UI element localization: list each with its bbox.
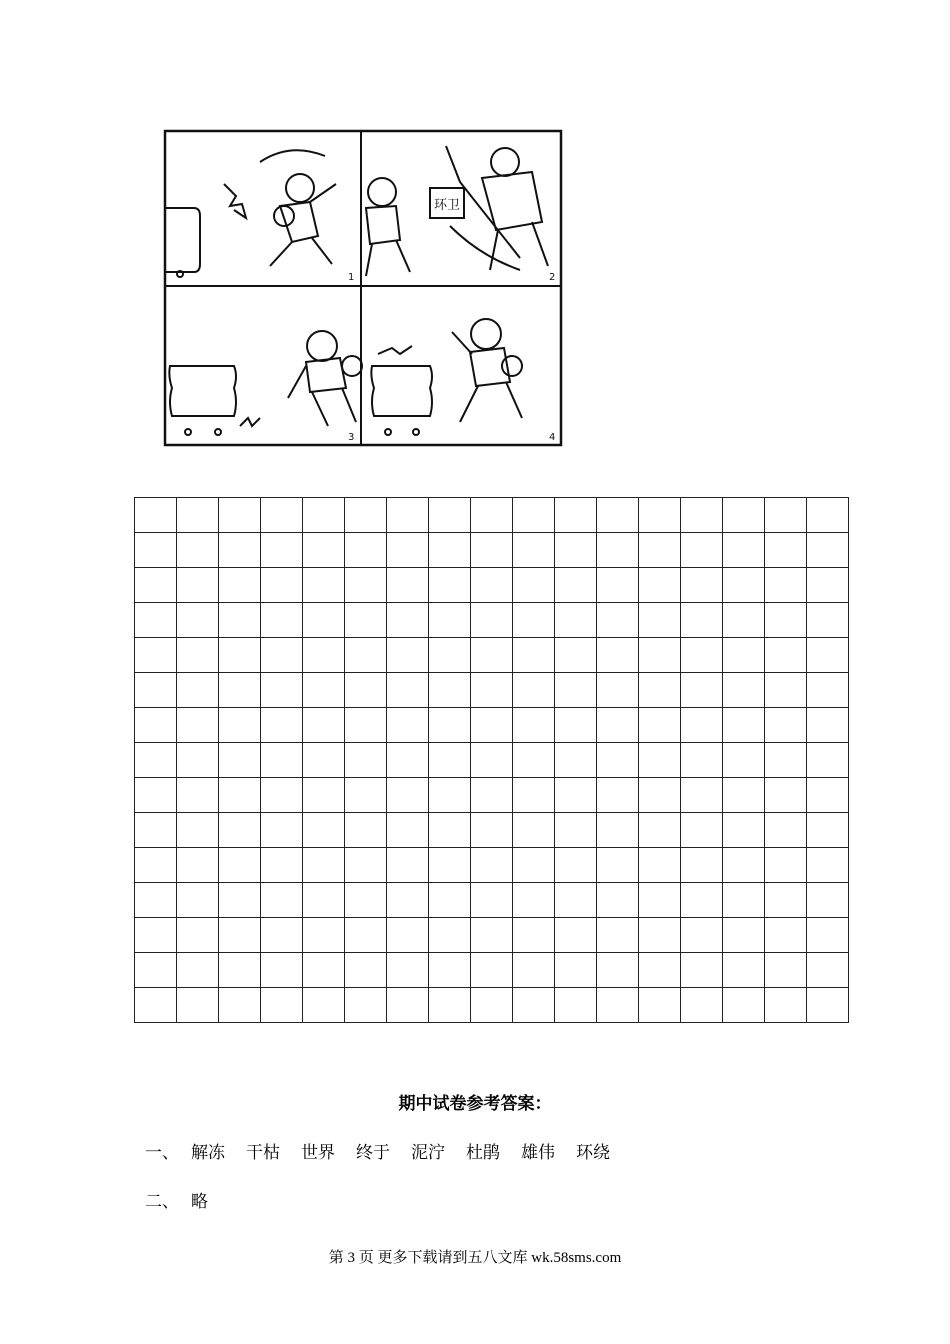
grid-cell bbox=[219, 918, 261, 953]
grid-cell bbox=[807, 638, 849, 673]
grid-cell bbox=[555, 813, 597, 848]
grid-cell bbox=[177, 813, 219, 848]
grid-cell bbox=[177, 673, 219, 708]
grid-cell bbox=[555, 953, 597, 988]
grid-cell bbox=[597, 603, 639, 638]
grid-cell bbox=[513, 813, 555, 848]
grid-cell bbox=[513, 638, 555, 673]
grid-cell bbox=[471, 848, 513, 883]
grid-cell bbox=[807, 743, 849, 778]
grid-cell bbox=[387, 498, 429, 533]
grid-cell bbox=[639, 708, 681, 743]
grid-cell bbox=[345, 708, 387, 743]
grid-row bbox=[135, 743, 849, 778]
grid-cell bbox=[177, 988, 219, 1023]
grid-cell bbox=[723, 988, 765, 1023]
grid-cell bbox=[303, 568, 345, 603]
grid-cell bbox=[681, 498, 723, 533]
grid-cell bbox=[639, 638, 681, 673]
grid-cell bbox=[345, 568, 387, 603]
grid-cell bbox=[261, 638, 303, 673]
grid-cell bbox=[639, 533, 681, 568]
grid-cell bbox=[303, 848, 345, 883]
grid-cell bbox=[471, 883, 513, 918]
grid-cell bbox=[387, 813, 429, 848]
grid-cell bbox=[681, 638, 723, 673]
grid-cell bbox=[513, 778, 555, 813]
grid-cell bbox=[639, 848, 681, 883]
grid-cell bbox=[261, 498, 303, 533]
grid-cell bbox=[135, 708, 177, 743]
grid-cell bbox=[429, 883, 471, 918]
grid-cell bbox=[387, 883, 429, 918]
answer-word: 世界 bbox=[301, 1143, 335, 1163]
grid-cell bbox=[303, 638, 345, 673]
grid-cell bbox=[765, 813, 807, 848]
grid-cell bbox=[261, 848, 303, 883]
grid-cell bbox=[135, 638, 177, 673]
grid-cell bbox=[429, 918, 471, 953]
grid-cell bbox=[681, 988, 723, 1023]
grid-cell bbox=[597, 568, 639, 603]
grid-cell bbox=[513, 603, 555, 638]
grid-cell bbox=[807, 708, 849, 743]
grid-cell bbox=[177, 498, 219, 533]
grid-cell bbox=[597, 743, 639, 778]
grid-cell bbox=[345, 638, 387, 673]
grid-cell bbox=[135, 988, 177, 1023]
grid-cell bbox=[345, 743, 387, 778]
grid-cell bbox=[471, 988, 513, 1023]
grid-cell bbox=[177, 848, 219, 883]
grid-cell bbox=[597, 953, 639, 988]
grid-cell bbox=[513, 498, 555, 533]
grid-cell bbox=[513, 848, 555, 883]
grid-cell bbox=[681, 708, 723, 743]
grid-cell bbox=[765, 603, 807, 638]
grid-cell bbox=[723, 778, 765, 813]
grid-cell bbox=[429, 743, 471, 778]
grid-cell bbox=[135, 568, 177, 603]
grid-cell bbox=[219, 603, 261, 638]
grid-cell bbox=[219, 498, 261, 533]
answer-line-2 bbox=[145, 1187, 208, 1212]
grid-cell bbox=[765, 568, 807, 603]
grid-cell bbox=[723, 638, 765, 673]
grid-cell bbox=[429, 638, 471, 673]
grid-cell bbox=[429, 603, 471, 638]
answer-word: 干枯 bbox=[246, 1143, 280, 1163]
grid-cell bbox=[555, 708, 597, 743]
grid-row bbox=[135, 848, 849, 883]
grid-cell bbox=[219, 883, 261, 918]
grid-cell bbox=[597, 988, 639, 1023]
panel-number-2: 2 bbox=[549, 272, 556, 283]
grid-cell bbox=[177, 778, 219, 813]
grid-cell bbox=[765, 708, 807, 743]
grid-cell bbox=[681, 883, 723, 918]
grid-row bbox=[135, 673, 849, 708]
grid-cell bbox=[555, 988, 597, 1023]
grid-cell bbox=[429, 568, 471, 603]
grid-cell bbox=[429, 673, 471, 708]
grid-cell bbox=[723, 883, 765, 918]
grid-cell bbox=[429, 848, 471, 883]
grid-cell bbox=[807, 918, 849, 953]
grid-cell bbox=[345, 778, 387, 813]
grid-cell bbox=[303, 953, 345, 988]
grid-cell bbox=[261, 708, 303, 743]
grid-cell bbox=[765, 743, 807, 778]
grid-cell bbox=[555, 778, 597, 813]
answer-word: 泥泞 bbox=[411, 1143, 445, 1163]
panel-number-1: 1 bbox=[348, 272, 355, 283]
grid-row bbox=[135, 918, 849, 953]
grid-cell bbox=[177, 918, 219, 953]
grid-cell bbox=[639, 778, 681, 813]
grid-cell bbox=[303, 603, 345, 638]
grid-cell bbox=[303, 708, 345, 743]
grid-cell bbox=[135, 498, 177, 533]
grid-cell bbox=[471, 638, 513, 673]
grid-cell bbox=[303, 673, 345, 708]
grid-cell bbox=[471, 708, 513, 743]
sanitation-sign-text: 环卫 bbox=[434, 198, 461, 213]
grid-row bbox=[135, 778, 849, 813]
grid-cell bbox=[807, 778, 849, 813]
grid-cell bbox=[639, 988, 681, 1023]
grid-cell bbox=[345, 953, 387, 988]
grid-cell bbox=[219, 953, 261, 988]
grid-cell bbox=[807, 533, 849, 568]
grid-cell bbox=[639, 673, 681, 708]
grid-cell bbox=[555, 533, 597, 568]
grid-cell bbox=[345, 988, 387, 1023]
grid-cell bbox=[387, 533, 429, 568]
grid-cell bbox=[597, 708, 639, 743]
grid-cell bbox=[765, 533, 807, 568]
grid-cell bbox=[135, 883, 177, 918]
grid-cell bbox=[681, 568, 723, 603]
grid-row bbox=[135, 603, 849, 638]
grid-cell bbox=[723, 498, 765, 533]
grid-cell bbox=[597, 918, 639, 953]
grid-cell bbox=[471, 568, 513, 603]
grid-cell bbox=[639, 568, 681, 603]
grid-cell bbox=[471, 813, 513, 848]
page-footer: 第 3 页 更多下载请到五八文库 wk.58sms.com bbox=[328, 1250, 622, 1266]
grid-cell bbox=[219, 533, 261, 568]
grid-cell bbox=[261, 953, 303, 988]
grid-cell bbox=[345, 673, 387, 708]
answer-word: 杜鹃 bbox=[466, 1143, 500, 1163]
grid-cell bbox=[345, 533, 387, 568]
grid-cell bbox=[639, 813, 681, 848]
grid-cell bbox=[345, 918, 387, 953]
grid-cell bbox=[597, 848, 639, 883]
grid-cell bbox=[261, 778, 303, 813]
grid-cell bbox=[723, 603, 765, 638]
grid-cell bbox=[261, 743, 303, 778]
grid-cell bbox=[723, 743, 765, 778]
grid-row bbox=[135, 953, 849, 988]
answer-key-title: 期中试卷参考答案： bbox=[398, 1094, 552, 1114]
grid-cell bbox=[765, 848, 807, 883]
grid-cell bbox=[387, 673, 429, 708]
grid-cell bbox=[135, 918, 177, 953]
grid-cell bbox=[471, 673, 513, 708]
grid-row bbox=[135, 708, 849, 743]
grid-cell bbox=[261, 883, 303, 918]
grid-cell bbox=[219, 988, 261, 1023]
grid-cell bbox=[261, 918, 303, 953]
comic-panel-4 bbox=[371, 319, 522, 435]
grid-cell bbox=[681, 743, 723, 778]
grid-cell bbox=[219, 638, 261, 673]
grid-cell bbox=[555, 603, 597, 638]
grid-cell bbox=[513, 883, 555, 918]
grid-row bbox=[135, 813, 849, 848]
grid-cell bbox=[723, 708, 765, 743]
grid-cell bbox=[177, 638, 219, 673]
grid-cell bbox=[765, 883, 807, 918]
grid-cell bbox=[177, 708, 219, 743]
grid-cell bbox=[639, 953, 681, 988]
grid-cell bbox=[261, 988, 303, 1023]
grid-cell bbox=[177, 743, 219, 778]
grid-cell bbox=[135, 533, 177, 568]
grid-cell bbox=[429, 988, 471, 1023]
grid-cell bbox=[387, 918, 429, 953]
grid-row bbox=[135, 988, 849, 1023]
grid-cell bbox=[513, 673, 555, 708]
grid-row bbox=[135, 883, 849, 918]
answer-words bbox=[191, 1138, 631, 1163]
grid-cell bbox=[219, 708, 261, 743]
grid-cell bbox=[387, 953, 429, 988]
grid-cell bbox=[807, 953, 849, 988]
grid-cell bbox=[555, 848, 597, 883]
grid-cell bbox=[681, 848, 723, 883]
grid-cell bbox=[135, 603, 177, 638]
grid-cell bbox=[597, 778, 639, 813]
grid-cell bbox=[723, 533, 765, 568]
grid-cell bbox=[639, 883, 681, 918]
grid-cell bbox=[639, 498, 681, 533]
grid-cell bbox=[723, 848, 765, 883]
grid-cell bbox=[177, 953, 219, 988]
grid-cell bbox=[681, 953, 723, 988]
grid-cell bbox=[219, 848, 261, 883]
grid-cell bbox=[177, 568, 219, 603]
grid-cell bbox=[597, 673, 639, 708]
grid-cell bbox=[513, 708, 555, 743]
grid-cell bbox=[261, 813, 303, 848]
grid-cell bbox=[345, 603, 387, 638]
grid-cell bbox=[555, 918, 597, 953]
grid-cell bbox=[303, 813, 345, 848]
answer-word: 环绕 bbox=[576, 1143, 610, 1163]
grid-row bbox=[135, 568, 849, 603]
grid-cell bbox=[765, 638, 807, 673]
grid-cell bbox=[555, 498, 597, 533]
question-number-2: 二、 bbox=[145, 1192, 179, 1212]
grid-cell bbox=[177, 603, 219, 638]
grid-cell bbox=[345, 883, 387, 918]
grid-cell bbox=[303, 743, 345, 778]
grid-cell bbox=[261, 568, 303, 603]
grid-cell bbox=[639, 603, 681, 638]
grid-cell bbox=[807, 988, 849, 1023]
grid-cell bbox=[513, 918, 555, 953]
grid-cell bbox=[135, 778, 177, 813]
grid-cell bbox=[639, 918, 681, 953]
grid-cell bbox=[429, 813, 471, 848]
grid-cell bbox=[513, 953, 555, 988]
grid-cell bbox=[303, 778, 345, 813]
grid-cell bbox=[471, 953, 513, 988]
grid-cell bbox=[471, 533, 513, 568]
grid-cell bbox=[513, 988, 555, 1023]
grid-cell bbox=[429, 533, 471, 568]
grid-cell bbox=[219, 813, 261, 848]
grid-cell bbox=[765, 498, 807, 533]
grid-cell bbox=[513, 743, 555, 778]
grid-cell bbox=[765, 953, 807, 988]
grid-cell bbox=[765, 988, 807, 1023]
grid-cell bbox=[807, 568, 849, 603]
grid-cell bbox=[303, 533, 345, 568]
grid-row bbox=[135, 533, 849, 568]
grid-cell bbox=[345, 813, 387, 848]
grid-cell bbox=[723, 813, 765, 848]
grid-cell bbox=[597, 533, 639, 568]
grid-cell bbox=[135, 673, 177, 708]
grid-cell bbox=[219, 778, 261, 813]
grid-cell bbox=[345, 498, 387, 533]
grid-cell bbox=[807, 603, 849, 638]
grid-cell bbox=[471, 743, 513, 778]
grid-cell bbox=[513, 533, 555, 568]
grid-cell bbox=[387, 708, 429, 743]
grid-cell bbox=[261, 673, 303, 708]
grid-cell bbox=[765, 778, 807, 813]
answer-word: 解冻 bbox=[191, 1143, 225, 1163]
grid-cell bbox=[387, 568, 429, 603]
grid-cell bbox=[387, 848, 429, 883]
panel-number-4: 4 bbox=[549, 432, 556, 443]
grid-cell bbox=[135, 848, 177, 883]
grid-cell bbox=[597, 883, 639, 918]
grid-cell bbox=[555, 568, 597, 603]
grid-cell bbox=[723, 953, 765, 988]
grid-cell bbox=[303, 988, 345, 1023]
grid-cell bbox=[555, 673, 597, 708]
grid-cell bbox=[597, 813, 639, 848]
grid-cell bbox=[387, 743, 429, 778]
grid-cell bbox=[345, 848, 387, 883]
grid-cell bbox=[219, 743, 261, 778]
grid-cell bbox=[429, 708, 471, 743]
grid-cell bbox=[807, 883, 849, 918]
grid-cell bbox=[387, 988, 429, 1023]
grid-cell bbox=[597, 638, 639, 673]
grid-row bbox=[135, 638, 849, 673]
grid-cell bbox=[429, 498, 471, 533]
grid-cell bbox=[135, 743, 177, 778]
grid-cell bbox=[471, 498, 513, 533]
grid-cell bbox=[513, 568, 555, 603]
grid-cell bbox=[387, 638, 429, 673]
grid-cell bbox=[807, 848, 849, 883]
grid-cell bbox=[681, 533, 723, 568]
answer-text-2: 略 bbox=[191, 1192, 208, 1212]
grid-cell bbox=[723, 673, 765, 708]
answer-word: 终于 bbox=[356, 1143, 390, 1163]
grid-cell bbox=[219, 568, 261, 603]
grid-cell bbox=[555, 743, 597, 778]
grid-cell bbox=[471, 603, 513, 638]
grid-cell bbox=[681, 778, 723, 813]
comic-panel-3 bbox=[169, 331, 362, 435]
grid-cell bbox=[471, 918, 513, 953]
grid-cell bbox=[471, 778, 513, 813]
grid-cell bbox=[429, 778, 471, 813]
grid-cell bbox=[387, 603, 429, 638]
grid-cell bbox=[681, 918, 723, 953]
grid-cell bbox=[177, 883, 219, 918]
grid-cell bbox=[597, 498, 639, 533]
comic-strip-image bbox=[160, 126, 576, 452]
grid-cell bbox=[555, 883, 597, 918]
grid-cell bbox=[261, 533, 303, 568]
grid-cell bbox=[681, 673, 723, 708]
grid-cell bbox=[639, 743, 681, 778]
grid-cell bbox=[429, 953, 471, 988]
grid-cell bbox=[135, 813, 177, 848]
grid-cell bbox=[303, 498, 345, 533]
comic-panel-1 bbox=[165, 150, 336, 277]
answer-word: 雄伟 bbox=[521, 1143, 555, 1163]
grid-cell bbox=[135, 953, 177, 988]
grid-cell bbox=[681, 813, 723, 848]
grid-cell bbox=[261, 603, 303, 638]
grid-cell bbox=[723, 568, 765, 603]
grid-cell bbox=[723, 918, 765, 953]
grid-cell bbox=[765, 673, 807, 708]
grid-cell bbox=[555, 638, 597, 673]
grid-cell bbox=[807, 673, 849, 708]
grid-row bbox=[135, 498, 849, 533]
question-number-1: 一、 bbox=[145, 1143, 179, 1163]
grid-cell bbox=[177, 533, 219, 568]
panel-number-3: 3 bbox=[348, 432, 355, 443]
grid-cell bbox=[387, 778, 429, 813]
grid-cell bbox=[303, 883, 345, 918]
grid-cell bbox=[219, 673, 261, 708]
answer-line-1 bbox=[145, 1138, 631, 1163]
writing-grid bbox=[134, 497, 849, 1023]
grid-cell bbox=[681, 603, 723, 638]
grid-cell bbox=[807, 498, 849, 533]
grid-cell bbox=[303, 918, 345, 953]
grid-cell bbox=[765, 918, 807, 953]
grid-cell bbox=[807, 813, 849, 848]
